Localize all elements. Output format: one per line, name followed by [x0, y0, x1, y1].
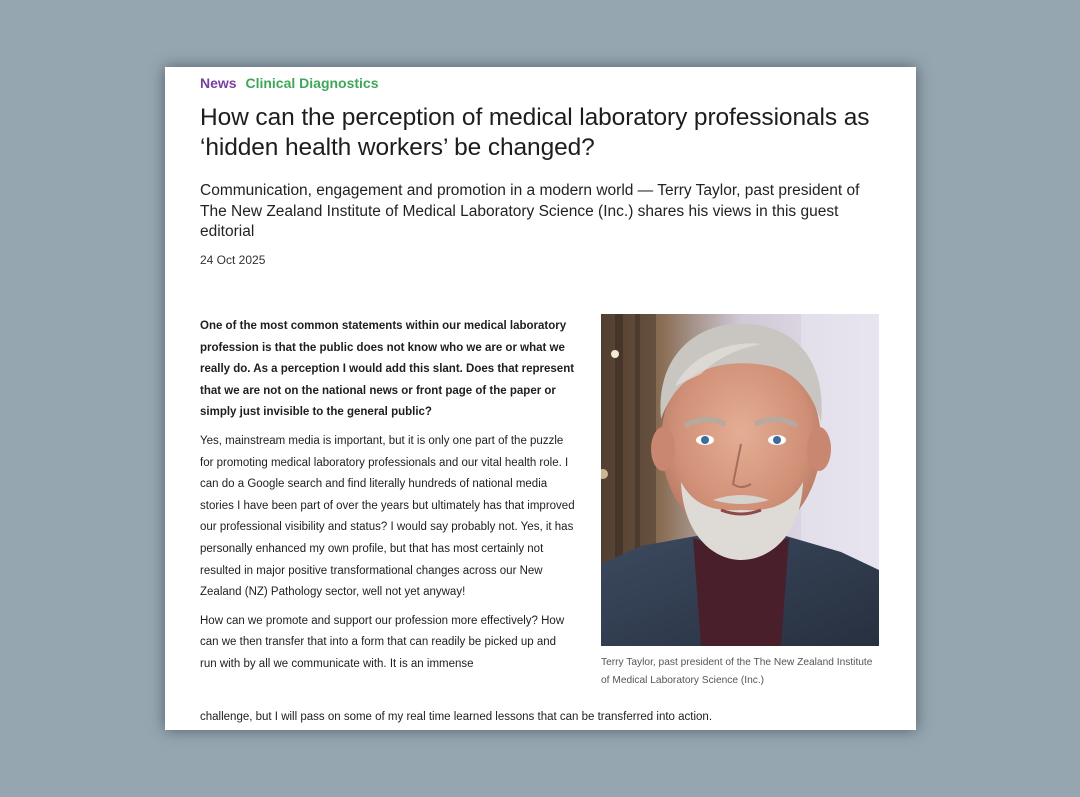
article-body [200, 316, 575, 683]
article-title: How can the perception of medical laboratory professionals as ‘hidden health workers’ be changed? [200, 104, 870, 161]
article-date: 24 Oct 2025 [200, 253, 266, 267]
body-paragraph-continuation: challenge, but I will pass on some of my real time learned lessons that can be transferred into action. [200, 711, 713, 723]
body-paragraph: How can we promote and support our profession more effectively? How can we then transfer that into a form that can readily be picked up and run with by all we communicate with. It is an immense [200, 614, 565, 670]
photo-caption: Terry Taylor, past president of the The New Zealand Institute of Medical Laboratory Science (Inc.) [601, 657, 873, 686]
article-card [165, 67, 916, 730]
article-subtitle: Communication, engagement and promotion in a modern world — Terry Taylor, past president of The New Zealand Institute of Medical Laboratory Science (Inc.) shares his views in this guest editorial [200, 182, 860, 240]
breadcrumb [200, 75, 379, 91]
lead-paragraph: One of the most common statements within our medical laboratory profession is that the public does not know who we are or what we really do. As a perception I would add this slant. Does that represent that we are not on the national news or front page of the paper or simply just invisible to the general public? [200, 320, 575, 419]
breadcrumb-news-link[interactable]: News [200, 75, 237, 91]
breadcrumb-category-link[interactable]: Clinical Diagnostics [245, 75, 379, 91]
author-photo [601, 314, 879, 646]
body-paragraph: Yes, mainstream media is important, but it is only one part of the puzzle for promoting medical laboratory professionals and our vital health role. I can do a Google search and find literally hundreds of national media stories I have been part of over the years but ultimately has that improved our professional visibility and status? I would say probably not. Yes, it has personally enhanced my own profile, but that has most certainly not resulted in major positive transformational changes across our New Zealand (NZ) Pathology sector, well not yet anyway! [200, 434, 575, 599]
